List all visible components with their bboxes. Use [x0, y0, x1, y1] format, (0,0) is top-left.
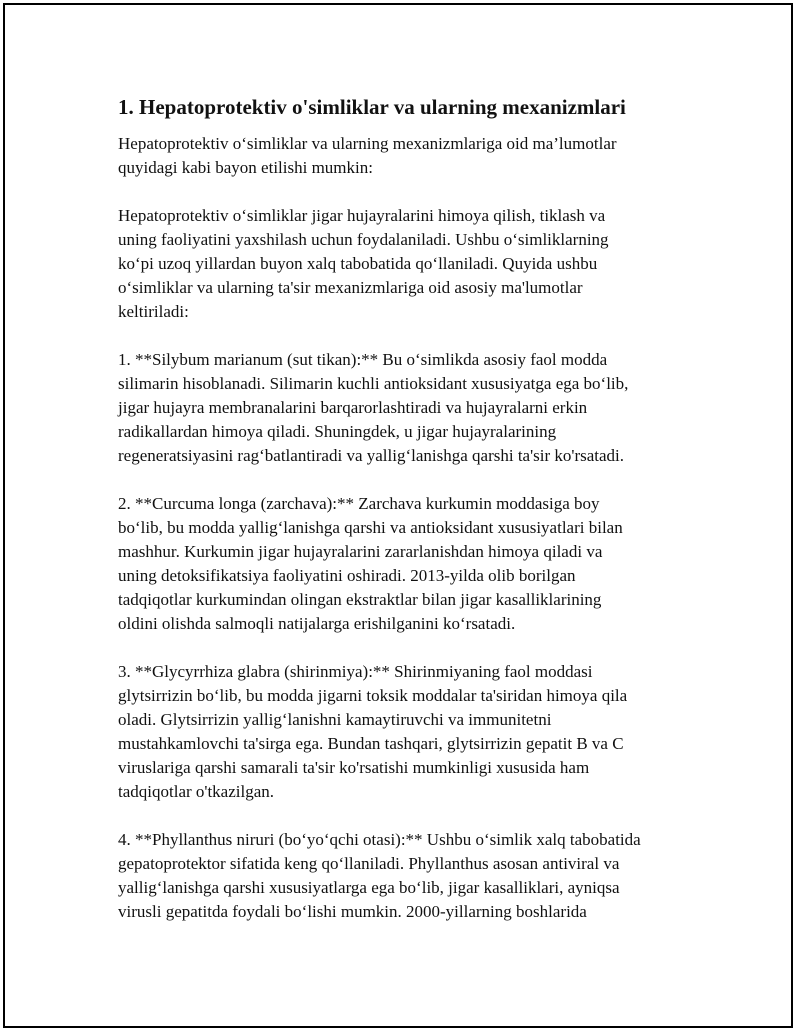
document-title: 1. Hepatoprotektiv o'simliklar va ularning mexanizmlari [118, 95, 626, 119]
paragraph [118, 204, 698, 324]
paragraph-line: bo‘lib, bu modda yallig‘lanishga qarshi va antioksidant xususiyatlari bilan [118, 518, 623, 537]
paragraph-line: o‘simliklar va ularning ta'sir mexanizmlariga oid asosiy ma'lumotlar [118, 278, 583, 297]
paragraph-line: mustahkamlovchi ta'sirga ega. Bundan tashqari, glytsirrizin gepatit B va C [118, 734, 624, 753]
paragraph-line: ko‘pi uzoq yillardan buyon xalq tabobatida qo‘llaniladi. Quyida ushbu [118, 254, 598, 273]
paragraph [118, 348, 698, 468]
paragraph-line: jigar hujayra membranalarini barqarorlashtiradi va hujayralarni erkin [118, 398, 588, 417]
paragraph-line: radikallardan himoya qiladi. Shuningdek, u jigar hujayralarining [118, 422, 557, 441]
paragraph-line: keltiriladi: [118, 302, 189, 321]
paragraph-line: uning detoksifikatsiya faoliyatini oshiradi. 2013-yilda olib borilgan [118, 566, 576, 585]
paragraph-line: oladi. Glytsirrizin yallig‘lanishni kamaytiruvchi va immunitetni [118, 710, 552, 729]
paragraph-line: mashhur. Kurkumin jigar hujayralarini zararlanishdan himoya qiladi va [118, 542, 603, 561]
paragraph-line: Hepatoprotektiv o‘simliklar jigar hujayralarini himoya qilish, tiklash va [118, 206, 606, 225]
paragraph [118, 492, 698, 636]
paragraph-line: quyidagi kabi bayon etilishi mumkin: [118, 158, 373, 177]
paragraph-line: uning faoliyatini yaxshilash uchun foydalaniladi. Ushbu o‘simliklarning [118, 230, 609, 249]
paragraph-line: 3. **Glycyrrhiza glabra (shirinmiya):** Shirinmiyaning faol moddasi [118, 662, 593, 681]
paragraph-line: gepatoprotektor sifatida keng qo‘llaniladi. Phyllanthus asosan antiviral va [118, 854, 620, 873]
paragraph-line: tadqiqotlar kurkumindan olingan ekstraktlar bilan jigar kasalliklarining [118, 590, 602, 609]
paragraph-line: tadqiqotlar o'tkazilgan. [118, 782, 275, 801]
paragraph-line: 4. **Phyllanthus niruri (bo‘yo‘qchi otasi):** Ushbu o‘simlik xalq tabobatida [118, 830, 641, 849]
paragraph-line: glytsirrizin bo‘lib, bu modda jigarni toksik moddalar ta'siridan himoya qila [118, 686, 628, 705]
paragraph [118, 828, 698, 924]
paragraph-line: oldini olishda salmoqli natijalarga erishilganini ko‘rsatadi. [118, 614, 516, 633]
paragraph-line: regeneratsiyasini rag‘batlantiradi va yallig‘lanishga qarshi ta'sir ko'rsatadi. [118, 446, 625, 465]
paragraph-line: Hepatoprotektiv o‘simliklar va ularning mexanizmlariga oid ma’lumotlar [118, 134, 617, 153]
paragraph-line: 1. **Silybum marianum (sut tikan):** Bu o‘simlikda asosiy faol modda [118, 350, 608, 369]
paragraph-line: silimarin hisoblanadi. Silimarin kuchli antioksidant xususiyatga ega bo‘lib, [118, 374, 629, 393]
paragraph-line: virusli gepatitda foydali bo‘lishi mumkin. 2000-yillarning boshlarida [118, 902, 587, 921]
paragraph-line: 2. **Curcuma longa (zarchava):** Zarchava kurkumin moddasiga boy [118, 494, 600, 513]
document-body [118, 93, 698, 948]
paragraph-line: yallig‘lanishga qarshi xususiyatlarga ega bo‘lib, jigar kasalliklari, ayniqsa [118, 878, 620, 897]
paragraph [118, 660, 698, 804]
paragraph-container [118, 132, 698, 924]
paragraph-line: viruslariga qarshi samarali ta'sir ko'rsatishi mumkinligi xususida ham [118, 758, 590, 777]
paragraph [118, 132, 698, 180]
